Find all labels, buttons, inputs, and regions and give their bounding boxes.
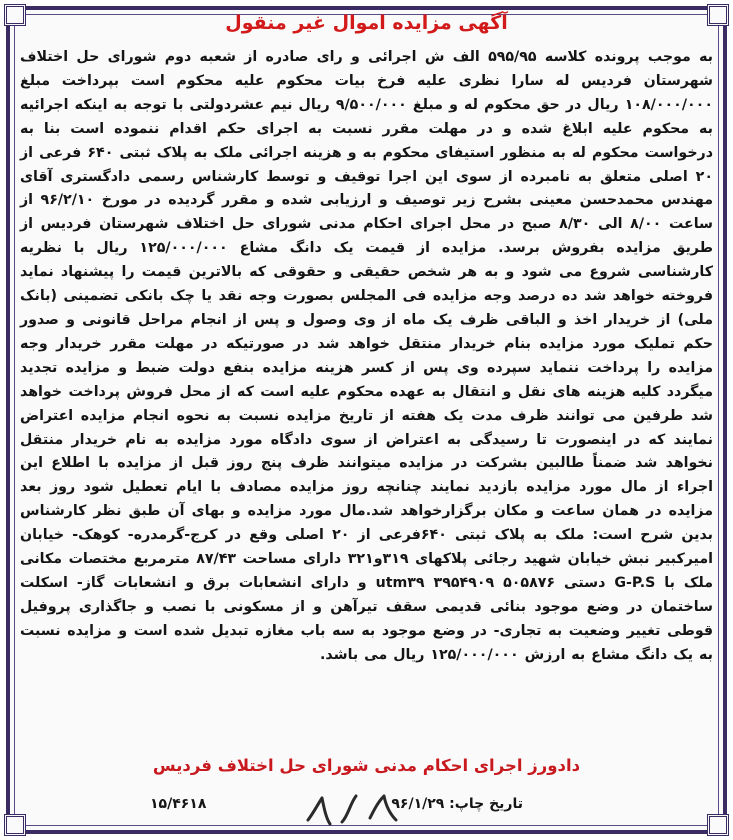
frame-corner-ornament: [707, 814, 729, 836]
notice-signature: دادورز اجرای احکام مدنی شورای حل اختلاف فردیس: [152, 756, 581, 775]
frame-corner-ornament: [4, 814, 26, 836]
print-date: تاریخ چاپ: ۹۶/۱/۲۹: [391, 796, 523, 812]
notice-body: به موجب پرونده کلاسه ۵۹۵/۹۵ الف ش اجرائی و رای صادره از شعبه دوم شورای حل اختلاف شهرستان فردیس له سارا نظری علیه فرخ بیات محکوم علیه محکوم است بپرداخت مبلغ ۱۰۸/۰۰۰/۰۰۰ ریال در حق محکوم له و مبلغ ۹/۵۰۰/۰۰۰ ریال نیم عشردولتی با توجه به اینکه اجرائیه به محکوم علیه ابلاغ شده و در مهلت مقرر نسبت به اجرای حکم اقدام ننموده است بنا به درخواست محکوم له به منظور استیفای محکوم به و هزینه اجرائی ملک به پلاک ثبتی ۶۴۰ فرعی از ۲۰ اصلی متعلق به نامبرده از سوی این اجرا توقیف و توسط کارشناس رسمی دادگستری آقای مهندس محمدحسن معینی بشرح زیر توصیف و ارزیابی شده و مقرر گردیده در مورخ ۹۶/۲/۱۰ از ساعت ۸/۰۰ الی ۸/۳۰ صبح در محل اجرای احکام مدنی شورای حل اختلاف شهرستان فردیس از طریق مزایده بفروش برسد. مزایده از قیمت یک دانگ مشاع ۱۲۵/۰۰۰/۰۰۰ ریال با نظریه کارشناسی شروع می شود و به هر شخص حقیقی و حقوقی که بالاترین قیمت را پیشنهاد نماید فروخته خواهد شد ده درصد وجه مزایده فی المجلس بصورت وجه نقد یا چک بانکی تضمینی (بانک ملی) از خریدار اخذ و الباقی ظرف یک ماه از وی وصول و پس از انجام مراحل قانونی و صدور حکم تملیک مورد مزایده بنام خریدار منتقل خواهد شد در صورتیکه در مهلت مقرر خریدار وجه مزایده را پرداخت ننماید سپرده وی پس از کسر هزینه مزایده بنفع دولت ضبط و مزایده تجدید میگردد کلیه هزینه های نقل و انتقال به عهده محکوم علیه است که از محل فروش پرداخت خواهد شد طرفین می توانند ظرف مدت یک هفته از تاریخ مزایده نسبت به نحوه انجام مزایده اعتراض نمایند که در اینصورت تا رسیدگی به اعتراض از سوی دادگاه مورد مزایده به نام خریدار منتقل نخواهد شد ضمناً طالبین بشرکت در مزایده میتوانند ظرف پنج روز قبل از مزایده با اطلاع این اجراء از مال مورد مزایده بازدید نمایند چنانچه روز مزایده مصادف با ایام تعطیل شود روز بعد مزایده در همان ساعت و مکان برگزارخواهد شد.مال مورد مزایده و بهای آن طبق نظر کارشناس بدین شرح است: ملک به پلاک ثبتی ۶۴۰فرعی از ۲۰ اصلی وقع در کرج-گرمدره- کوهک- خیابان امیرکبیر نبش خیابان شهید رجائی پلاکهای ۳۱۹و۳۲۱ دارای مساحت ۸۷/۴۳ مترمربع مختصات مکانی ملک با G-P.S دستی utm۳۹ ۳۹۵۴۹۰۹ ۵۰۵۸۷۶ و دارای انشعابات برق و انشعابات گاز- اسکلت ساختمان در وضع موجود بنائی قدیمی سقف تیرآهن و از مسکونی با نصب و جاگذاری پروفیل قوطی تغییر وضعیت به تجاری- در وضع موجود به سه باب مغازه تبدیل شده است و مزایده نسبت به یک دانگ مشاع به ارزش ۱۲۵/۰۰۰/۰۰۰ ریال می باشد.: [20, 49, 713, 663]
reference-number: ۱۵/۴۶۱۸: [150, 796, 207, 812]
notice-title: آگهی مزایده اموال غیر منقول: [225, 12, 508, 34]
notice-footer: [30, 796, 703, 818]
